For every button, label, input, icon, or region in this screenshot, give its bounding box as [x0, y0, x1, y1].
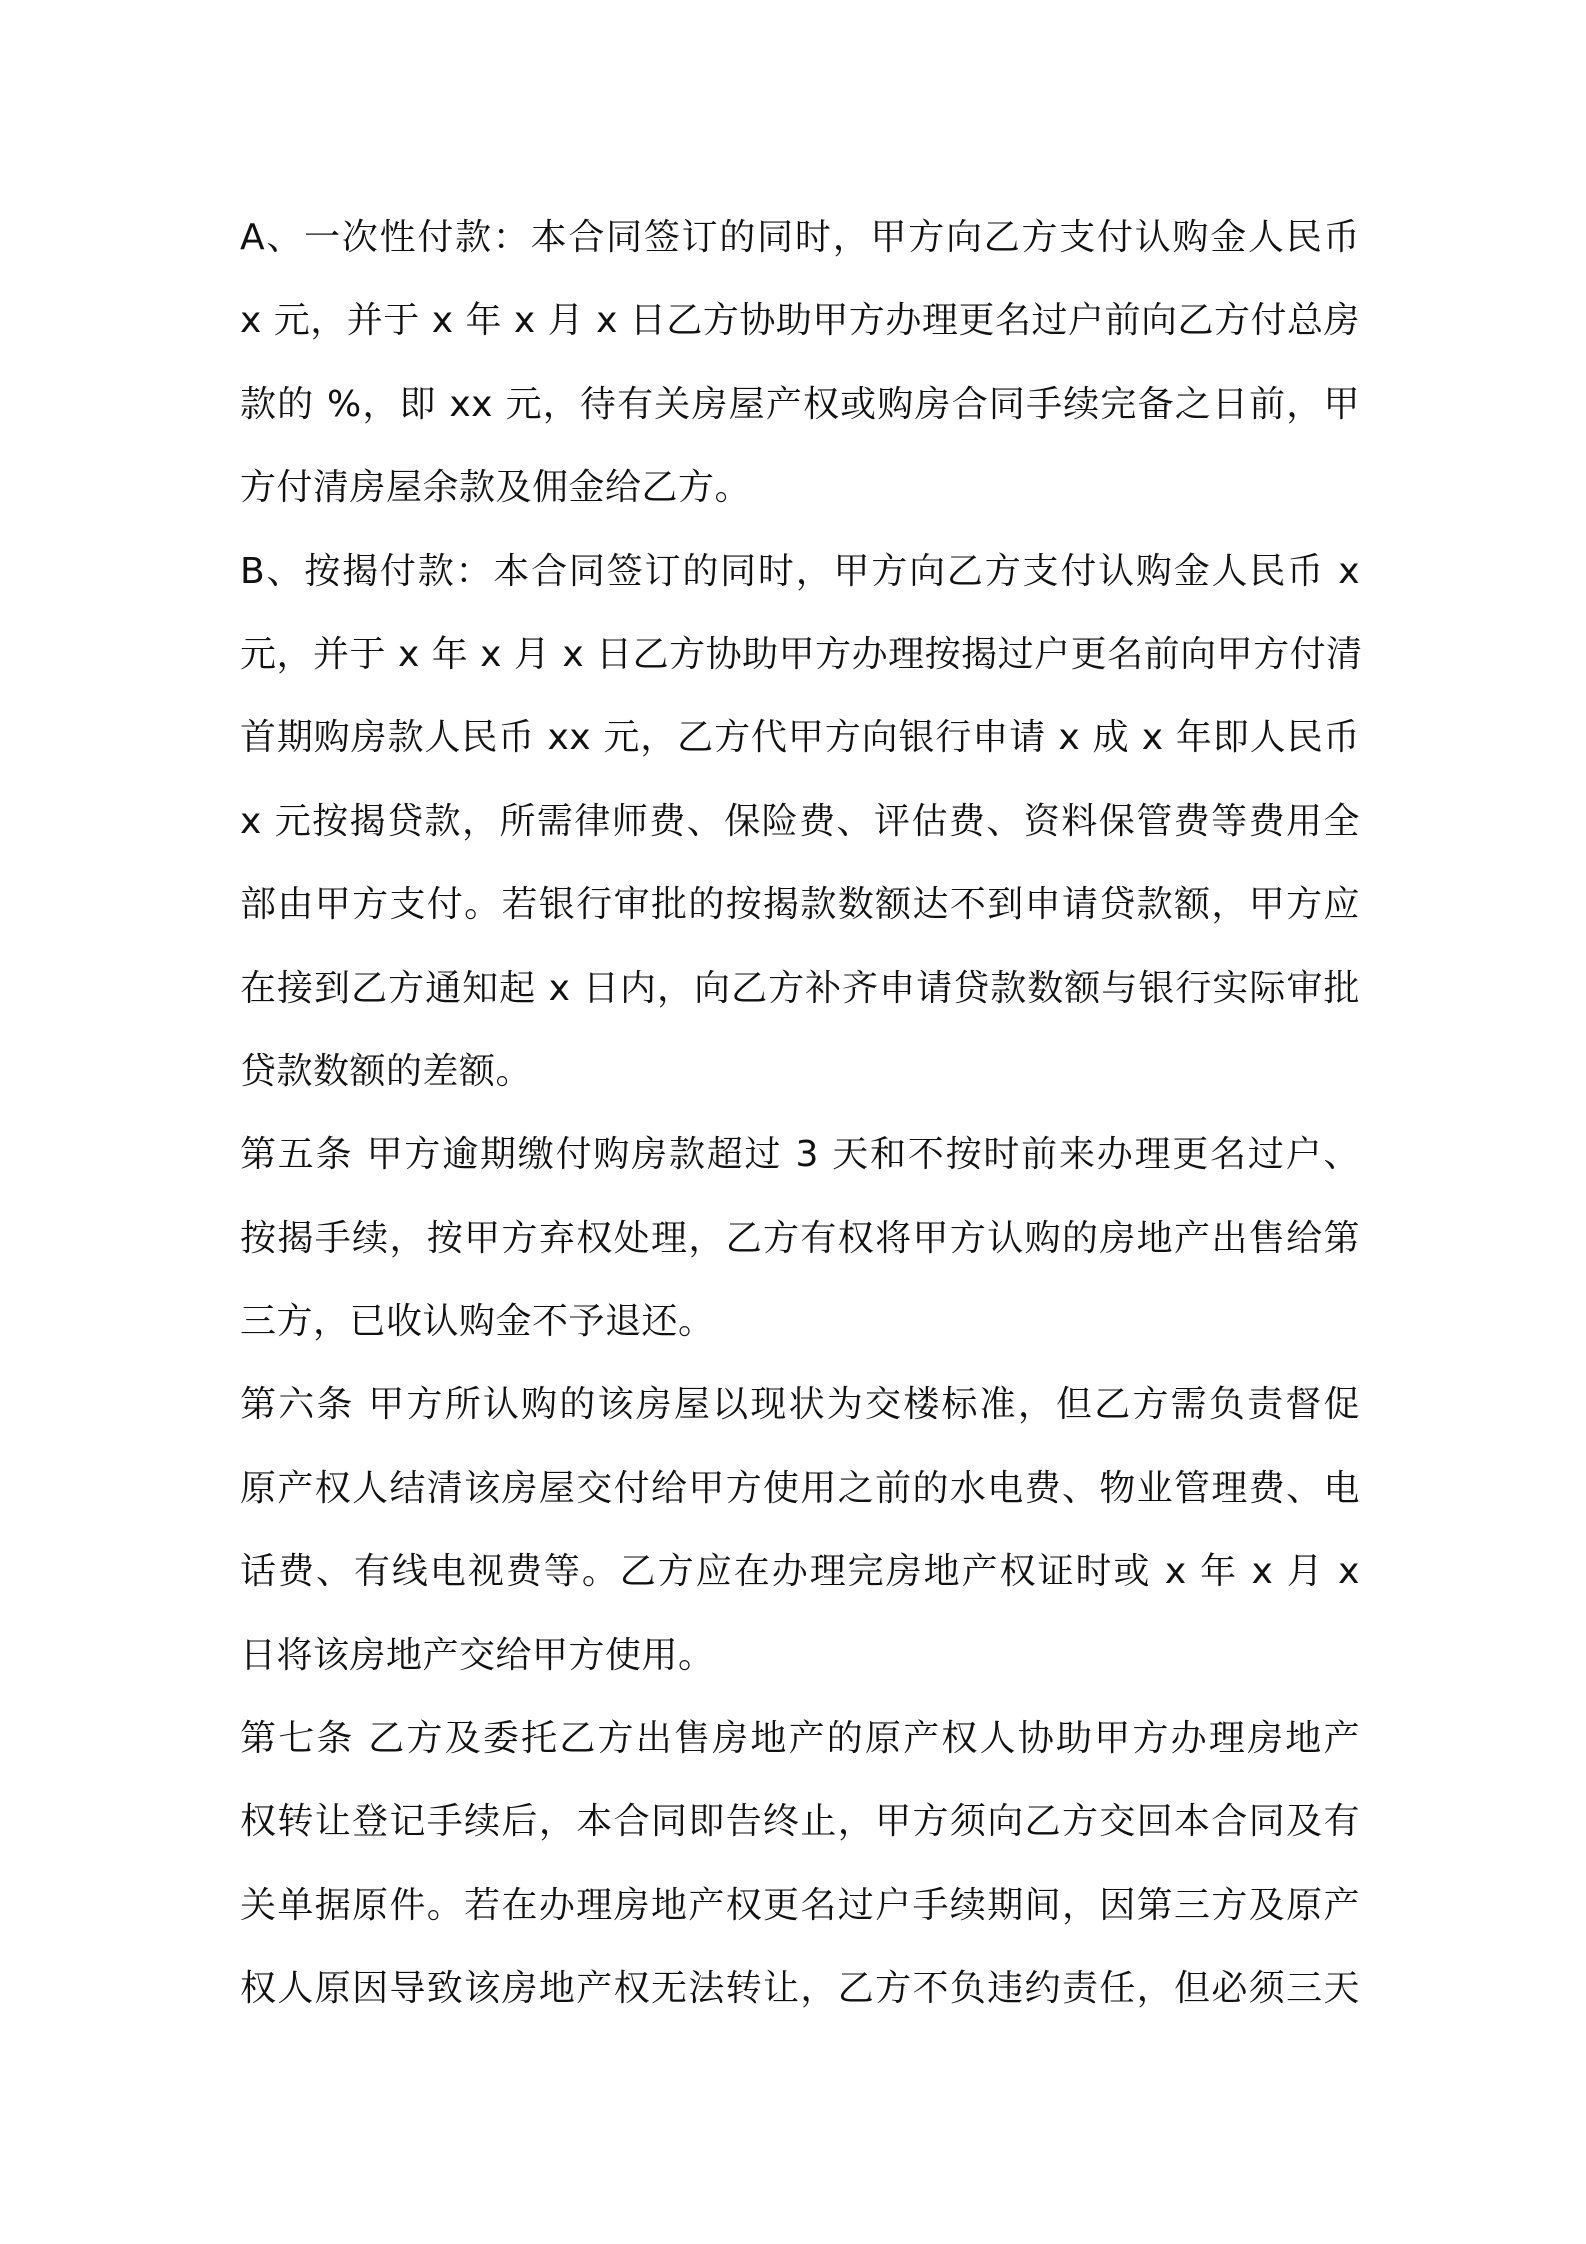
clause-b-line: 贷款数额的差额。 — [240, 1050, 533, 1092]
article-7-line: 关单据原件。若在办理房地产权更名过户手续期间，因第三方及原产 — [240, 1884, 1360, 1926]
article-5-line: 第五条 甲方逾期缴付购房款超过 3 天和不按时前来办理更名过户、 — [240, 1134, 1360, 1176]
clause-a-line: A、一次性付款：本合同签订的同时，甲方向乙方支付认购金人民币 — [240, 217, 1360, 258]
clause-b-line: x 元按揭贷款，所需律师费、保险费、评估费、资料保管费等费用全 — [240, 800, 1360, 842]
contract-text — [240, 196, 1363, 2031]
clause-a-line: 款的 %，即 xx 元，待有关房屋产权或购房合同手续完备之日前，甲 — [240, 383, 1360, 425]
clause-b-line: B、按揭付款：本合同签订的同时，甲方向乙方支付认购金人民币 x — [240, 550, 1360, 592]
clause-b-line: 部由甲方支付。若银行审批的按揭款数额达不到申请贷款额，甲方应 — [240, 884, 1360, 926]
article-5-line: 三方，已收认购金不予退还。 — [240, 1301, 715, 1343]
clause-a-line: x 元，并于 x 年 x 月 x 日乙方协助甲方办理更名过户前向乙方付总房 — [240, 300, 1360, 342]
article-6-line: 第六条 甲方所认购的该房屋以现状为交楼标准，但乙方需负责督促 — [240, 1384, 1360, 1426]
article-6-line: 话费、有线电视费等。乙方应在办理完房地产权证时或 x 年 x 月 x — [240, 1551, 1360, 1593]
article-7-line: 权人原因导致该房地产权无法转让，乙方不负违约责任，但必须三天 — [240, 1968, 1360, 2010]
clause-b-line: 元，并于 x 年 x 月 x 日乙方协助甲方办理按揭过户更名前向甲方付清 — [240, 633, 1363, 675]
article-6-line: 日将该房地产交给甲方使用。 — [240, 1634, 715, 1676]
clause-b-line: 在接到乙方通知起 x 日内，向乙方补齐申请贷款数额与银行实际审批 — [240, 967, 1360, 1009]
clause-b-line: 首期购房款人民币 xx 元，乙方代甲方向银行申请 x 成 x 年即人民币 — [240, 717, 1360, 759]
article-7-line: 第七条 乙方及委托乙方出售房地产的原产权人协助甲方办理房地产 — [240, 1718, 1360, 1760]
article-5-line: 按揭手续，按甲方弃权处理，乙方有权将甲方认购的房地产出售给第 — [240, 1217, 1360, 1259]
article-6-line: 原产权人结清该房屋交付给甲方使用之前的水电费、物业管理费、电 — [240, 1467, 1360, 1509]
clause-a-line: 方付清房屋余款及佣金给乙方。 — [240, 467, 752, 509]
article-7-line: 权转让登记手续后，本合同即告终止，甲方须向乙方交回本合同及有 — [240, 1801, 1360, 1843]
